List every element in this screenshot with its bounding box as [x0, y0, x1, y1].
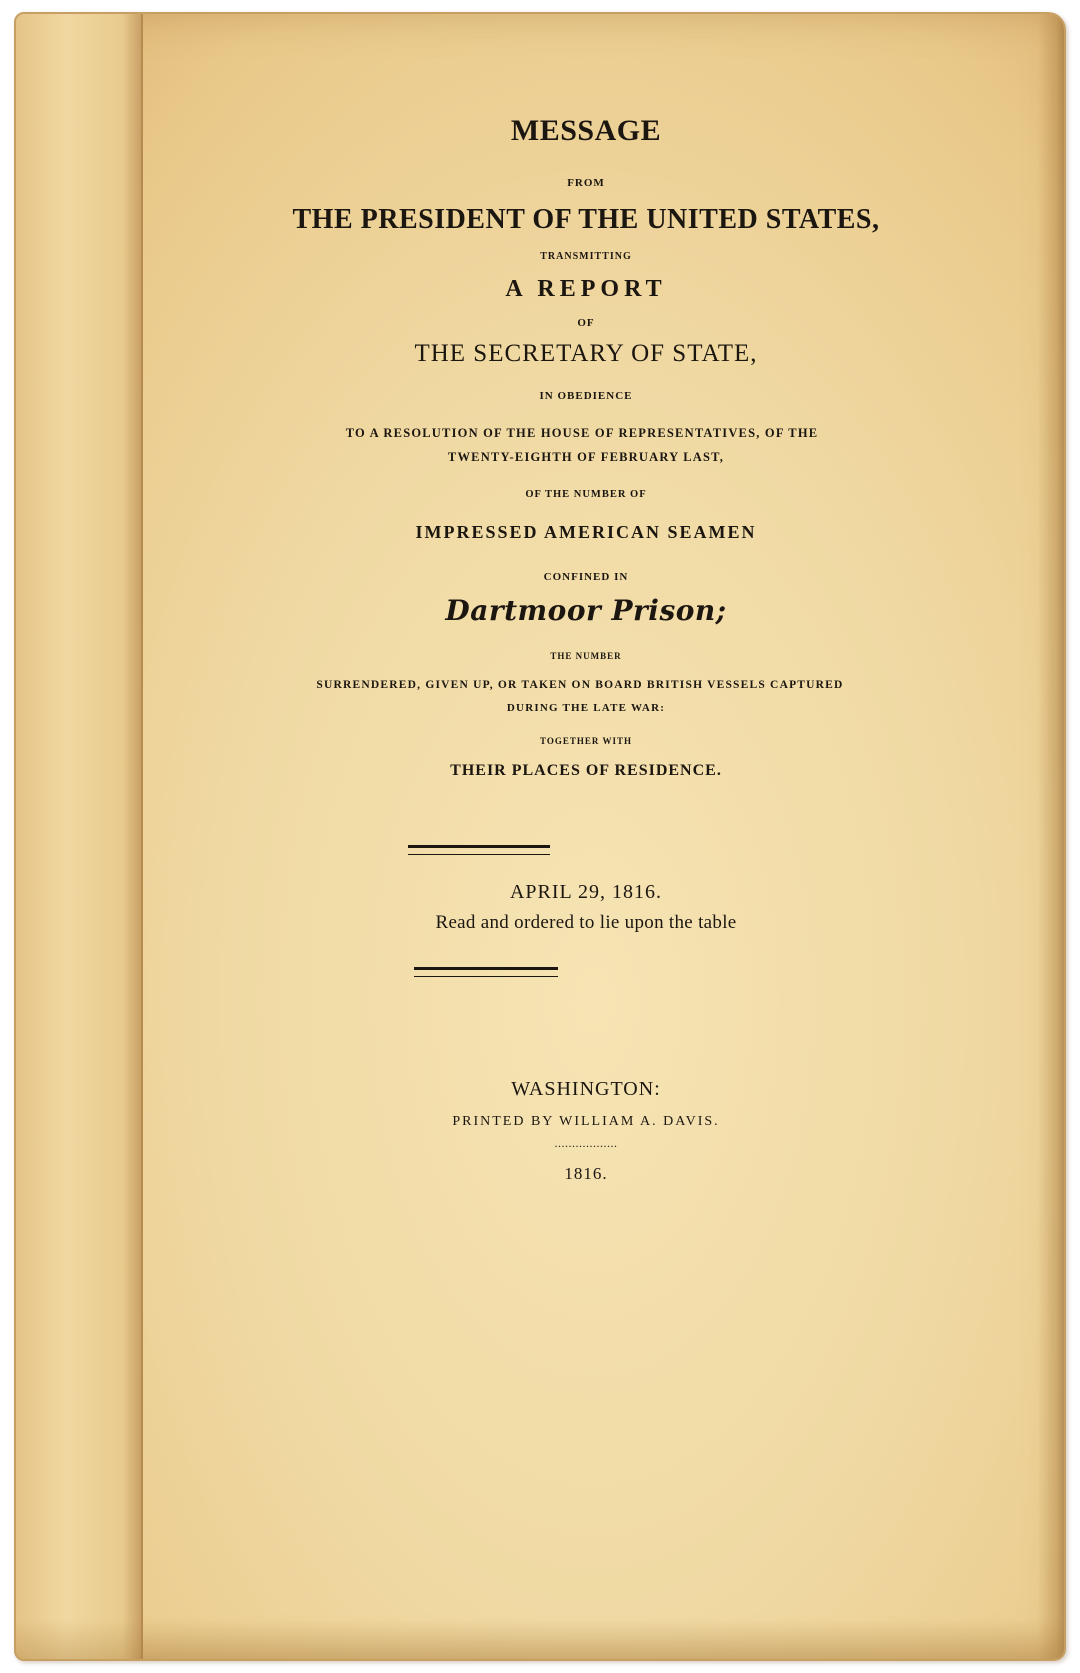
line-dots-separator: .................. — [554, 1136, 618, 1150]
heading-secretary: THE SECRETARY OF STATE, — [414, 340, 758, 367]
line-transmitting: TRANSMITTING — [540, 251, 632, 262]
line-obedience: IN OBEDIENCE — [539, 390, 633, 402]
heading-impressed-seamen: IMPRESSED AMERICAN SEAMEN — [415, 522, 757, 542]
divider-rule-top — [408, 845, 550, 855]
line-surrendered-2: DURING THE LATE WAR: — [506, 702, 666, 714]
page-edge-right — [1038, 14, 1064, 1659]
divider-rule-bottom — [414, 967, 558, 977]
line-of: OF — [577, 317, 595, 329]
line-number-of: OF THE NUMBER OF — [525, 489, 647, 500]
line-the-number: THE NUMBER — [550, 651, 622, 661]
line-surrendered-1: SURRENDERED, GIVEN UP, OR TAKEN ON BOARD BRITISH VESSELS CAPTURED — [316, 679, 844, 691]
line-from: FROM — [567, 177, 605, 189]
heading-places-of-residence: THEIR PLACES OF RESIDENCE. — [450, 762, 722, 779]
document-page — [14, 12, 1066, 1661]
line-year: 1816. — [564, 1164, 608, 1183]
line-resolution-2: TWENTY-EIGHTH OF FEBRUARY LAST, — [447, 450, 725, 464]
heading-dartmoor-prison: Dartmoor Prison; — [445, 594, 727, 627]
line-confined-in: CONFINED IN — [543, 571, 629, 583]
spine-binding — [16, 14, 143, 1659]
line-washington: WASHINGTON: — [511, 1078, 661, 1100]
heading-report: A REPORT — [505, 276, 667, 302]
heading-message: MESSAGE — [510, 114, 662, 147]
line-date: APRIL 29, 1816. — [509, 881, 663, 903]
title-text-block — [156, 14, 1016, 1659]
line-printer: PRINTED BY WILLIAM A. DAVIS. — [452, 1114, 720, 1129]
line-read-ordered: Read and ordered to lie upon the table — [435, 912, 737, 933]
heading-president: THE PRESIDENT OF THE UNITED STATES, — [292, 204, 880, 235]
line-together-with: TOGETHER WITH — [540, 736, 632, 746]
line-resolution-1: TO A RESOLUTION OF THE HOUSE OF REPRESENTATIVES, OF THE — [345, 426, 819, 440]
